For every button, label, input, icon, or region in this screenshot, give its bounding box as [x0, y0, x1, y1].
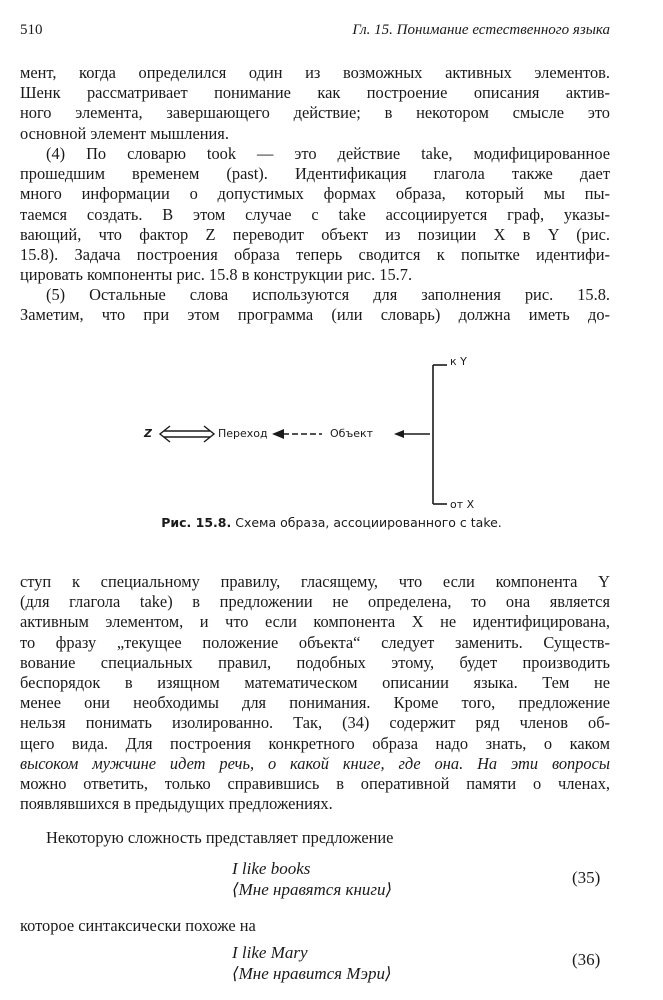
transfer-label: Переход	[218, 427, 268, 440]
text-line: вование специальных правил, подобных этому, будет производить	[20, 652, 610, 672]
text-line: то фразу „текущее положение объекта“ следует заменить. Существ-	[20, 632, 610, 652]
text-line: много информации о допустимых формах образа, который мы пы-	[20, 184, 610, 204]
text-line: ступ к специальному правилу, гласящему, что если компонента Y	[20, 572, 610, 591]
text-line: менее они необходимы для понимания. Кроме того, предложение	[20, 693, 610, 713]
example-35-english: I like books	[232, 859, 311, 878]
text-line: (для глагола take) в предложении не определена, то она является	[20, 592, 610, 612]
text-line: появлявшихся в предыдущих предложениях.	[20, 794, 333, 814]
text-line: нельзя понимать изолированно. Так, (34) содержит ряд членов об-	[20, 713, 610, 733]
text-line: щего вида. Для построения конкретного образа надо знать, о каком	[20, 733, 610, 753]
object-label: Объект	[330, 427, 374, 440]
text-line: активным элементом, и что если компонента X не идентифицирована,	[20, 612, 610, 632]
text-line: ного элемента, завершающего действие; в некотором смысле это	[20, 103, 610, 123]
text-line: (4) По словарю took — это действие take, модифицированное	[46, 144, 610, 163]
paragraph-6	[20, 916, 610, 936]
text-line: Шенк рассматривает понимание как построение описания актив-	[20, 83, 610, 103]
running-title: Гл. 15. Понимание естественного языка	[352, 22, 610, 38]
object-to-transfer-arrowhead	[272, 429, 284, 439]
caption-text: Схема образа, ассоциированного с take.	[235, 515, 502, 530]
text-line: вающий, что фактор Z переводит объект из позиции X в Y (рис.	[20, 224, 610, 244]
to-y-label: к Y	[450, 355, 467, 368]
example-35	[232, 858, 392, 900]
double-arrow-right-head	[204, 426, 214, 442]
text-line: таемся создать. В этом случае с take ассоциируется граф, указы-	[20, 204, 610, 224]
text-line: (5) Остальные слова используются для заполнения рис. 15.8.	[46, 285, 610, 304]
bracket-to-object-arrowhead	[394, 430, 404, 438]
paragraph-3	[20, 285, 610, 325]
example-36-russian: ⟨Мне нравится Мэри⟩	[232, 964, 392, 983]
page-header	[20, 22, 610, 42]
text-line: беспорядок в изящном математическом описании языка. Тем не	[20, 673, 610, 693]
example-35-russian: ⟨Мне нравятся книги⟩	[232, 880, 393, 899]
paragraph-2	[20, 144, 610, 285]
example-35-number: (35)	[572, 868, 601, 887]
text-line: цировать компоненты рис. 15.8 в конструкции рис. 15.7.	[20, 265, 413, 285]
figure-caption	[0, 515, 663, 530]
paragraph-5	[46, 828, 606, 848]
paragraph-1	[20, 63, 610, 144]
text-line: 15.8). Задача построения образа теперь сводится к попытке идентифи-	[20, 245, 610, 265]
text-line: которое синтаксически похоже на	[20, 916, 256, 935]
text-line: можно ответить, только справившись в оперативной памяти о членах,	[20, 774, 610, 794]
example-36	[232, 942, 392, 984]
text-line: Некоторую сложность представляет предложение	[46, 828, 394, 847]
double-arrow-left-head	[160, 426, 170, 442]
z-label: Z	[144, 427, 152, 440]
text-line: высоком мужчине идет речь, о какой книге, где она. На эти вопросы	[20, 753, 610, 773]
caption-number: Рис. 15.8.	[161, 515, 232, 530]
paragraph-4	[20, 572, 610, 814]
example-36-english: I like Mary	[232, 943, 308, 962]
text-line: прошедшим временем (past). Идентификация глагола также дает	[20, 164, 610, 184]
example-36-number: (36)	[572, 950, 601, 969]
text-line: мент, когда определился один из возможных активных элементов.	[20, 63, 610, 82]
page-number: 510	[20, 22, 43, 38]
text-line: Заметим, что при этом программа (или словарь) должна иметь до-	[20, 305, 610, 325]
from-x-label: от X	[450, 498, 475, 511]
text-line: основной элемент мышления.	[20, 123, 229, 143]
